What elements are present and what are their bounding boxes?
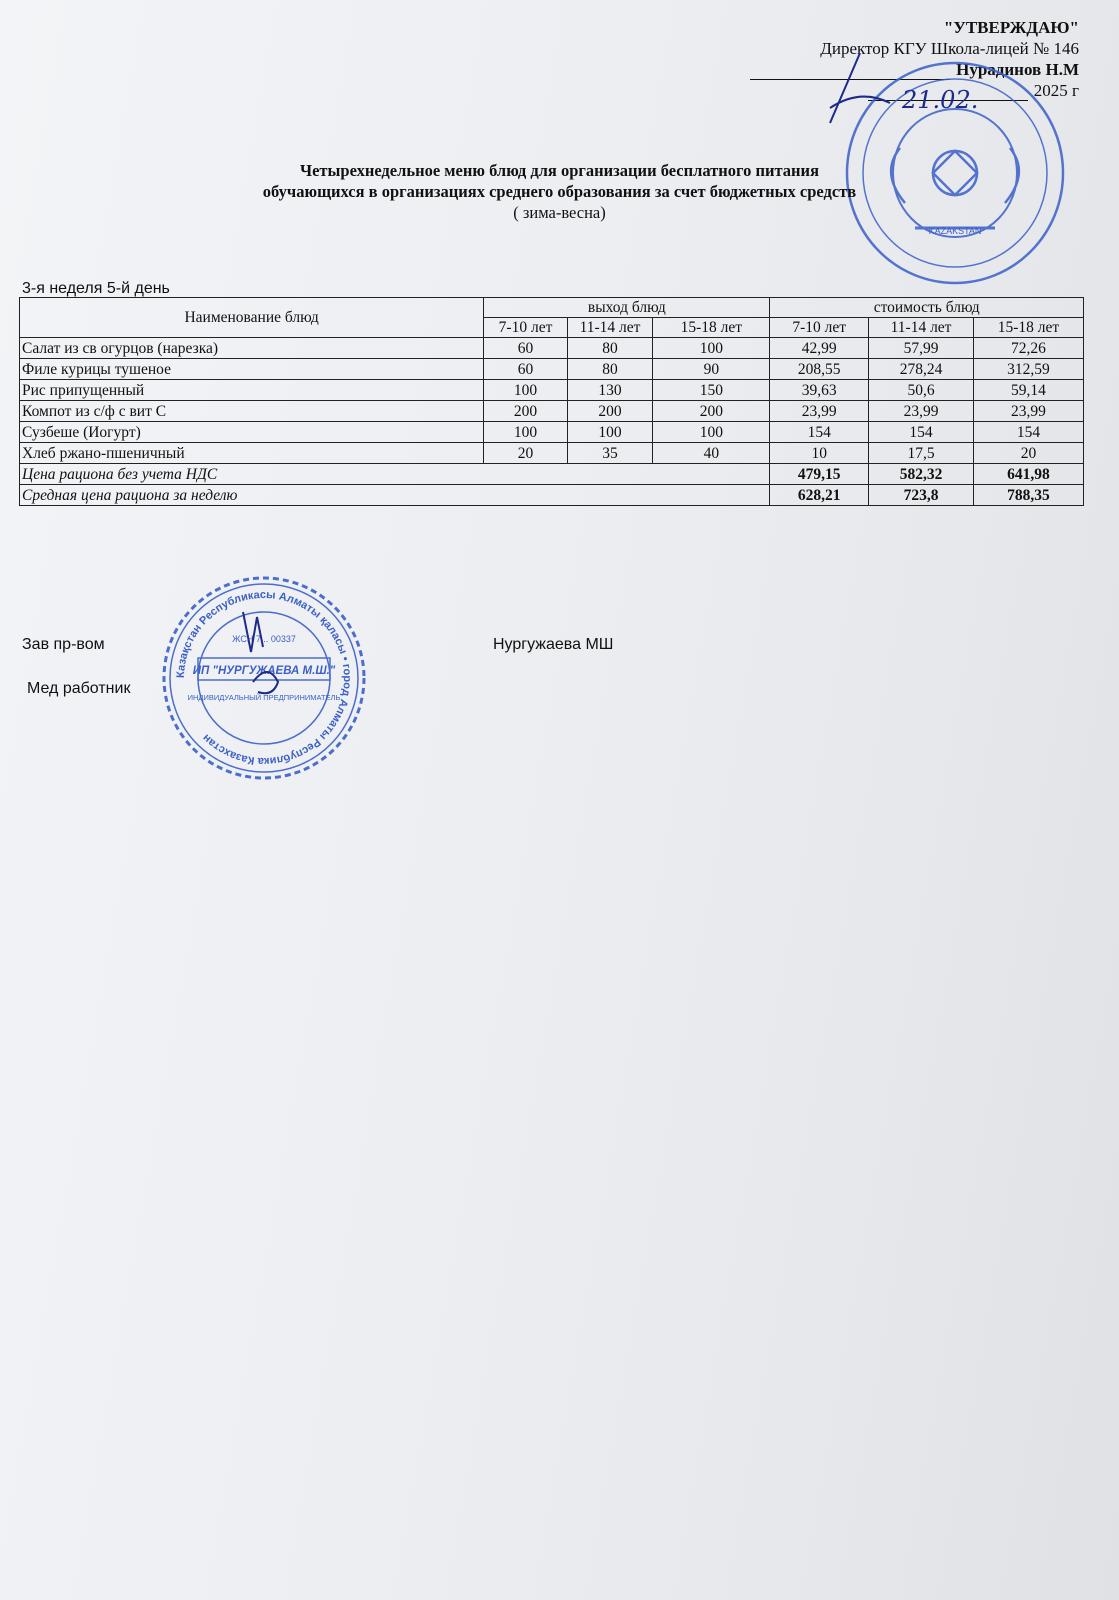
average-value: 628,21 [770,485,869,506]
cost-value: 10 [770,443,869,464]
week-day-label: 3-я неделя 5-й день [22,280,170,297]
dish-name: Рис припущенный [20,380,484,401]
handwritten-signature [243,612,278,693]
stamp-sub-text: ИНДИВИДУАЛЬНЫЙ ПРЕДПРИНИМАТЕЛЬ [187,693,341,702]
table-header-row [20,298,1084,318]
dish-name: Компот из с/ф с вит С [20,401,484,422]
output-value: 200 [567,401,653,422]
age-header: 11-14 лет [567,318,653,338]
output-value: 80 [567,338,653,359]
manager-name: Нургужаева МШ [493,636,614,653]
output-value: 130 [567,380,653,401]
cost-value: 312,59 [973,359,1083,380]
age-header: 7-10 лет [770,318,869,338]
total-value: 479,15 [770,464,869,485]
cost-value: 17,5 [869,443,974,464]
handwritten-date: 21.02. [902,86,979,114]
output-value: 100 [653,338,770,359]
medic-label: Мед работник [27,680,131,697]
output-value: 200 [653,401,770,422]
dish-name: Хлеб ржано-пшеничный [20,443,484,464]
svg-text:Казақстан Республикасы Алматы [175,589,353,767]
cost-value: 50,6 [869,380,974,401]
cost-value: 23,99 [869,401,974,422]
total-label: Цена рациона без учета НДС [20,464,770,485]
age-header: 15-18 лет [653,318,770,338]
approval-year: 2025 г [1033,81,1079,100]
output-value: 100 [484,422,567,443]
col-name-header: Наименование блюд [20,298,484,338]
handwritten-signature [830,53,890,123]
average-label: Средная цена рациона за неделю [20,485,770,506]
title-season: ( зима-весна) [513,203,606,222]
output-value: 20 [484,443,567,464]
age-header: 11-14 лет [869,318,974,338]
title-line-2: обучающихся в организациях среднего образования за счет бюджетных средств [262,182,857,201]
output-value: 100 [567,422,653,443]
dish-name: Филе курицы тушеное [20,359,484,380]
cost-value: 39,63 [770,380,869,401]
title-line-1: Четырехнедельное меню блюд для организации бесплатного питания [299,161,819,180]
total-value: 641,98 [973,464,1083,485]
stamp-kazakhstan-text: KAZAKSTAN [928,226,982,236]
cost-value: 20 [973,443,1083,464]
table-row [20,401,1084,422]
cost-value: 278,24 [869,359,974,380]
output-value: 40 [653,443,770,464]
stamp-ring-text: Казақстан Республикасы Алматы қаласы • город Алматы Республика Казахстан [174,588,354,768]
output-value: 60 [484,338,567,359]
approval-name: Нурадинов Н.М [956,60,1079,79]
total-value: 582,32 [869,464,974,485]
table-row [20,359,1084,380]
table-row [20,443,1084,464]
cost-value: 42,99 [770,338,869,359]
cost-value: 154 [770,422,869,443]
average-row [20,485,1084,506]
entrepreneur-stamp [158,572,370,784]
cost-value: 23,99 [770,401,869,422]
cost-value: 23,99 [973,401,1083,422]
output-value: 90 [653,359,770,380]
stamp-id-text: ЖСН 7... 00337 [232,634,296,644]
output-value: 60 [484,359,567,380]
average-value: 788,35 [973,485,1083,506]
approval-position: Директор КГУ Школа-лицей № 146 [820,39,1079,58]
manager-label: Зав пр-вом [22,636,105,653]
table-row [20,422,1084,443]
output-value: 150 [653,380,770,401]
cost-value: 208,55 [770,359,869,380]
cost-value: 154 [973,422,1083,443]
menu-table [19,297,1084,506]
stamp-center-text: ИП "НУРГУЖАЕВА М.Ш." [192,665,336,677]
age-header: 15-18 лет [973,318,1083,338]
table-row [20,380,1084,401]
dish-name: Салат из св огурцов (нарезка) [20,338,484,359]
output-value: 80 [567,359,653,380]
average-value: 723,8 [869,485,974,506]
output-group-header: выход блюд [484,298,770,318]
cost-value: 57,99 [869,338,974,359]
cost-value: 59,14 [973,380,1083,401]
output-value: 100 [484,380,567,401]
table-row [20,338,1084,359]
output-value: 35 [567,443,653,464]
cost-value: 154 [869,422,974,443]
approval-heading: "УТВЕРЖДАЮ" [943,18,1079,37]
document-title [0,160,1119,223]
output-value: 200 [484,401,567,422]
cost-value: 72,26 [973,338,1083,359]
total-row [20,464,1084,485]
output-value: 100 [653,422,770,443]
dish-name: Сузбеше (Иогурт) [20,422,484,443]
age-header: 7-10 лет [484,318,567,338]
cost-group-header: стоимость блюд [770,298,1084,318]
